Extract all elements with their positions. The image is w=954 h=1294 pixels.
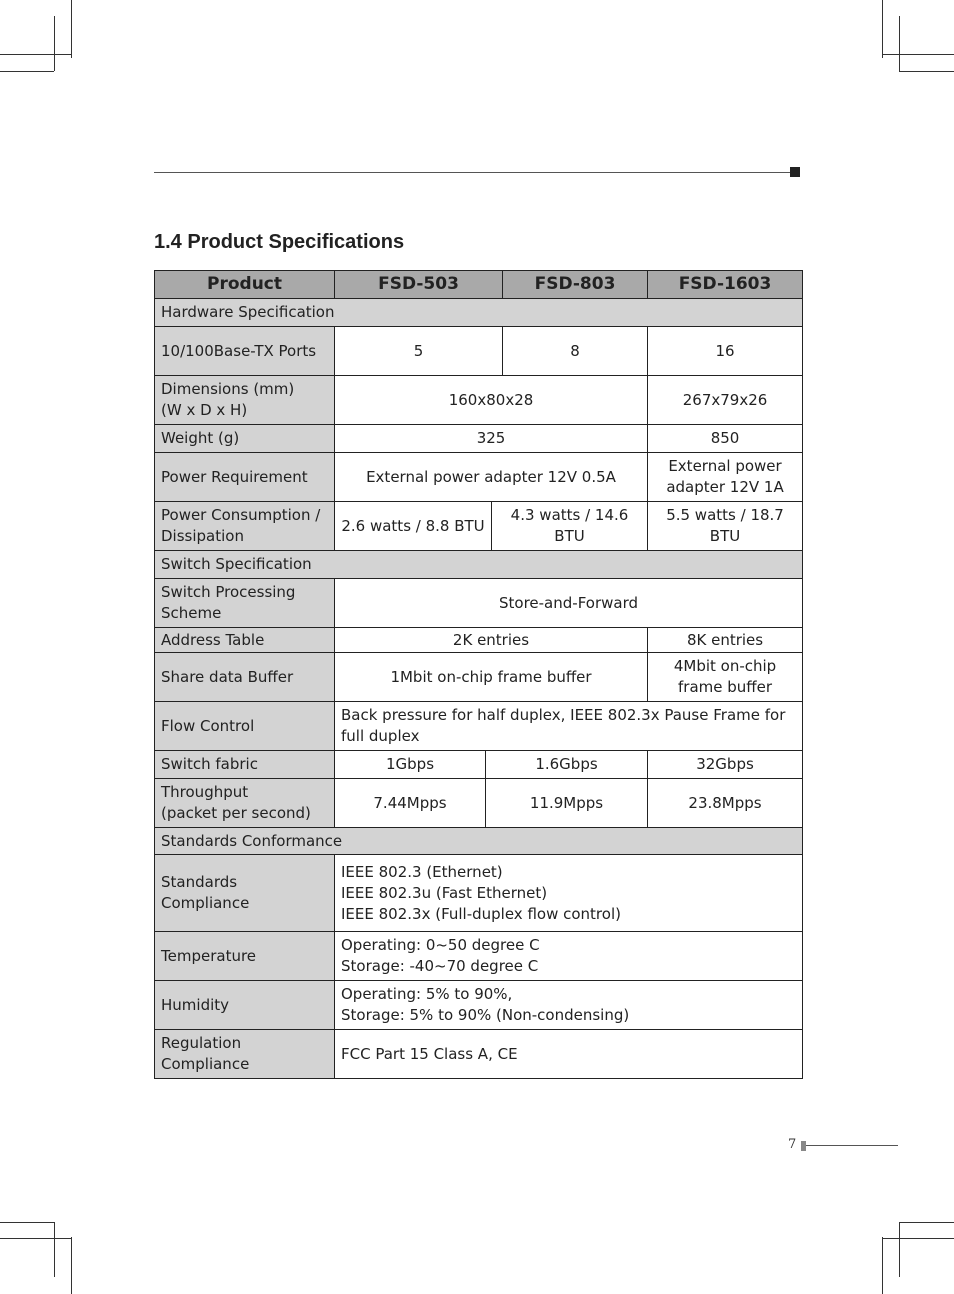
cell: 2.6 watts / 8.8 BTU [335,502,492,551]
cell: FCC Part 15 Class A, CE [335,1030,803,1079]
crop-mark [899,1222,900,1277]
row-label [155,376,335,425]
table-row [155,425,803,453]
row-label: Humidity [155,981,335,1030]
crop-mark [899,71,954,72]
row-label: Power Consumption / Dissipation [155,502,335,551]
cell [335,855,803,932]
table-header-row [155,271,803,299]
header-rule-marker [790,167,800,177]
row-label: Weight (g) [155,425,335,453]
table-row [155,981,803,1030]
cell: External power adapter 12V 1A [648,453,803,502]
cell: 11.9Mpps [486,779,648,828]
cell-line: Operating: 0~50 degree C [341,936,540,954]
crop-mark [71,1237,72,1294]
header-rule [154,172,790,173]
table-row [155,779,803,828]
cell: 160x80x28 [335,376,648,425]
row-label: 10/100Base-TX Ports [155,327,335,376]
row-label [155,779,335,828]
row-label: Switch Processing Scheme [155,579,335,628]
table-row [155,502,803,551]
row-label: Flow Control [155,702,335,751]
crop-mark [71,0,72,58]
row-label: Regulation Compliance [155,1030,335,1079]
cell-line: IEEE 802.3u (Fast Ethernet) [341,883,548,902]
table-row [155,327,803,376]
table-row [155,855,803,932]
row-label: Switch fabric [155,751,335,779]
crop-mark [0,71,54,72]
crop-mark [0,1238,71,1239]
cell: 325 [335,425,648,453]
crop-mark [883,1238,954,1239]
row-label: Share data Buffer [155,653,335,702]
cell-line: IEEE 802.3 (Ethernet) [341,862,503,881]
cell: 4Mbit on-chip frame buffer [648,653,803,702]
cell: 4.3 watts / 14.6 BTU [492,502,648,551]
header-fsd-503: FSD-503 [335,271,503,299]
cell-line: Storage: 5% to 90% (Non-condensing) [341,1006,630,1024]
crop-mark [54,16,55,71]
cell: 8K entries [648,628,803,653]
table-row [155,828,803,855]
cell: 1Mbit on-chip frame buffer [335,653,648,702]
table-row [155,932,803,981]
table-row [155,376,803,425]
header-product: Product [155,271,335,299]
cell [335,932,803,981]
cell: 16 [648,327,803,376]
table-row [155,1030,803,1079]
crop-mark [899,16,900,71]
crop-mark [882,1237,883,1294]
section-standards: Standards Conformance [155,828,803,855]
table-row [155,702,803,751]
table-row [155,628,803,653]
crop-mark [0,1222,54,1223]
section-title: 1.4 Product Specifications [154,231,405,253]
cell [335,981,803,1030]
page-number: 7 [788,1137,797,1152]
footer-rule [806,1145,898,1146]
header-fsd-803: FSD-803 [503,271,648,299]
cell: 5.5 watts / 18.7 BTU [648,502,803,551]
cell: 1.6Gbps [486,751,648,779]
table-row [155,579,803,628]
table-row [155,551,803,579]
row-label: Temperature [155,932,335,981]
section-hardware: Hardware Specification [155,299,803,327]
cell: 8 [503,327,648,376]
crop-mark [883,54,954,55]
header-fsd-1603: FSD-1603 [648,271,803,299]
row-label-line: Throughput [161,783,249,801]
crop-mark [899,1222,954,1223]
table-row [155,751,803,779]
cell: 32Gbps [648,751,803,779]
table-row [155,299,803,327]
cell-line: Storage: -40~70 degree C [341,957,539,975]
row-label: Standards Compliance [155,855,335,932]
cell: 1Gbps [335,751,486,779]
row-label: Address Table [155,628,335,653]
row-label-line: (W x D x H) [161,401,248,419]
row-label-line: Dimensions (mm) [161,380,295,398]
spec-table [154,270,803,1079]
section-switch: Switch Specification [155,551,803,579]
cell: 2K entries [335,628,648,653]
table-row [155,653,803,702]
row-label-line: (packet per second) [161,804,311,822]
cell: Store-and-Forward [335,579,803,628]
footer-marker [801,1141,806,1151]
cell: 5 [335,327,503,376]
cell: 850 [648,425,803,453]
crop-mark [0,54,71,55]
cell-line: IEEE 802.3x (Full-duplex flow control) [341,904,621,923]
row-label: Power Requirement [155,453,335,502]
cell-line: Operating: 5% to 90%, [341,985,513,1003]
cell: Back pressure for half duplex, IEEE 802.3x Pause Frame for full duplex [335,702,803,751]
cell: External power adapter 12V 0.5A [335,453,648,502]
cell: 7.44Mpps [335,779,486,828]
cell: 23.8Mpps [648,779,803,828]
crop-mark [54,1222,55,1277]
cell: 267x79x26 [648,376,803,425]
crop-mark [882,0,883,58]
table-row [155,453,803,502]
